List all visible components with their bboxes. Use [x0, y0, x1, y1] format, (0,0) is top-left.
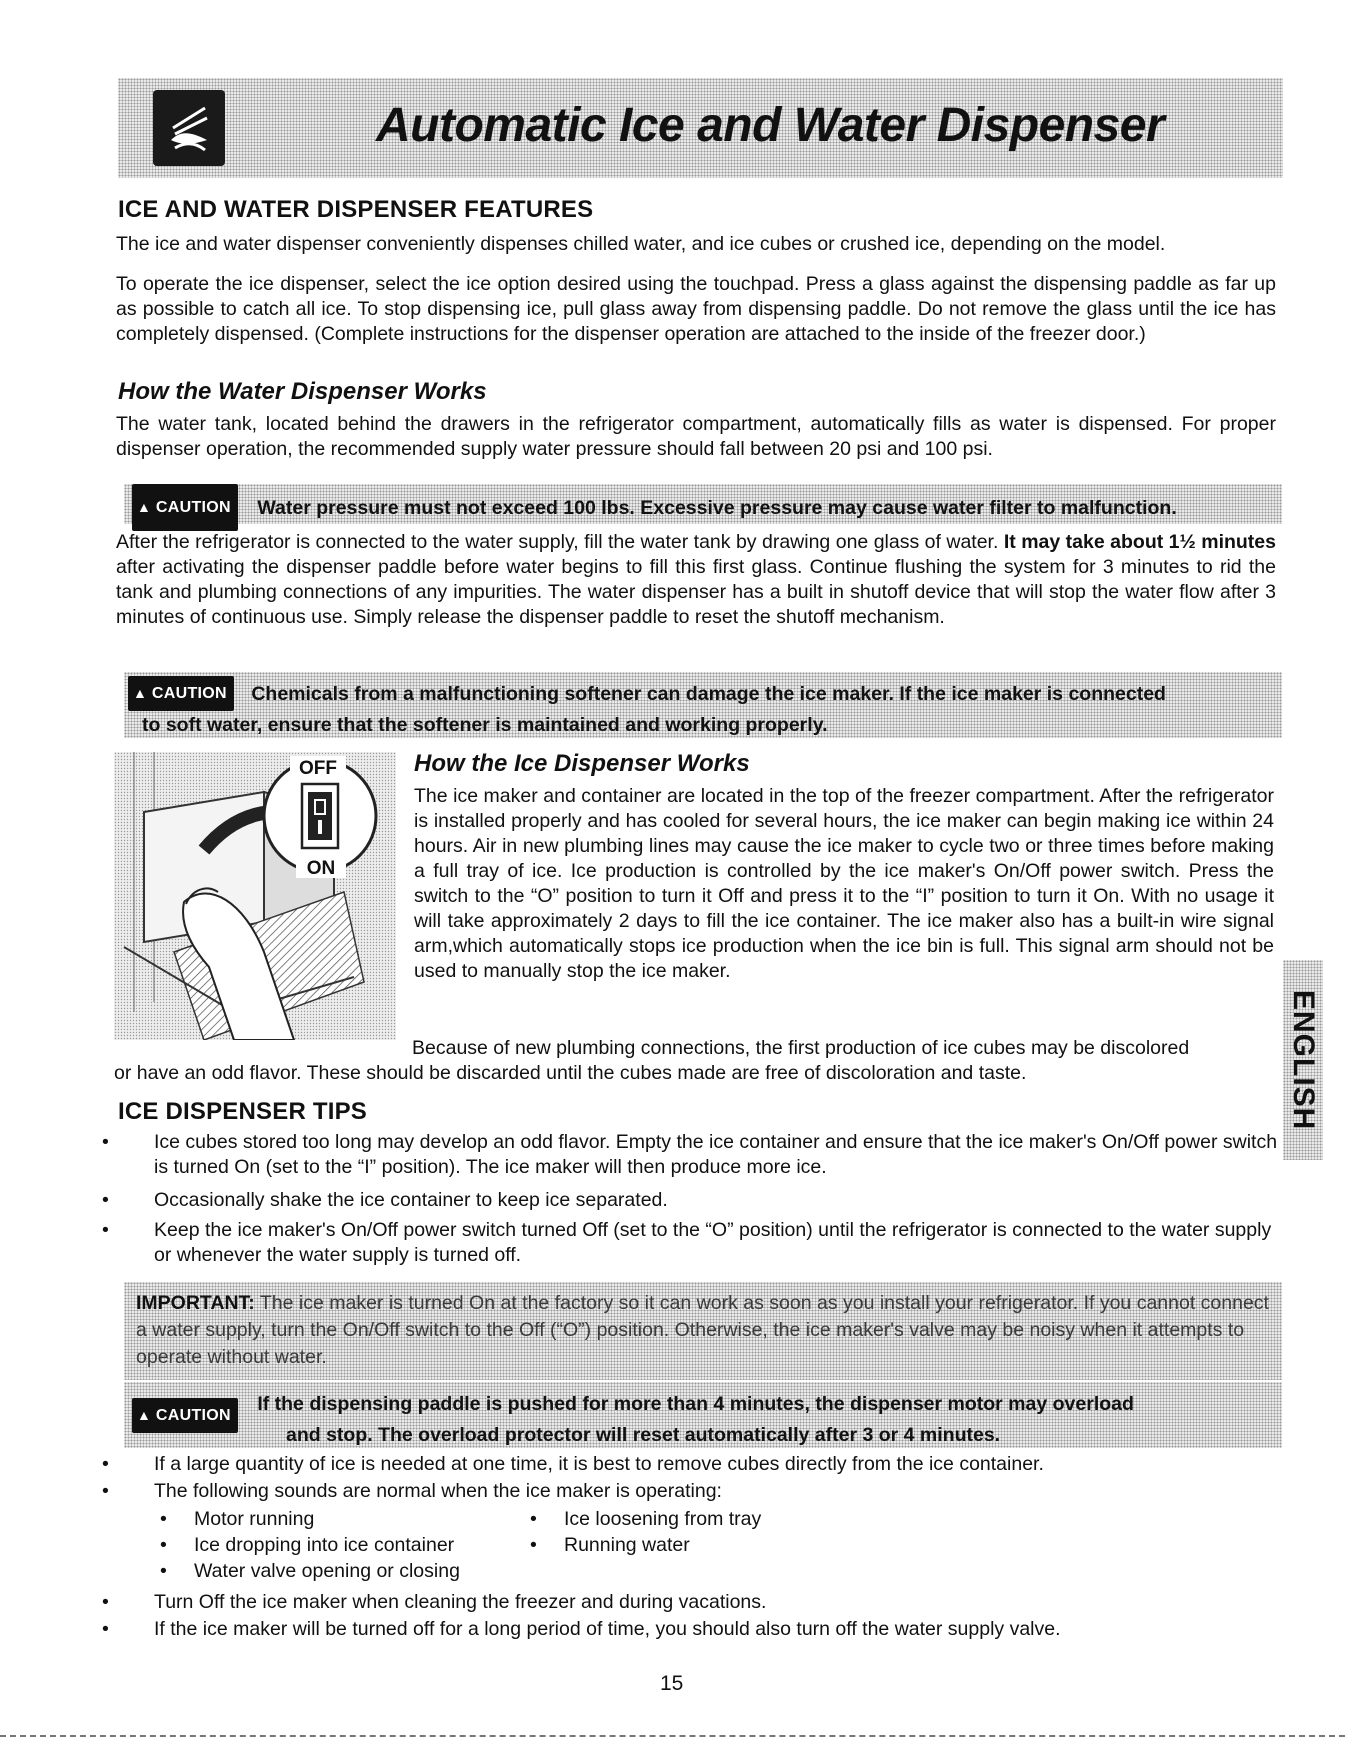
- list-item: [102, 1130, 1280, 1180]
- list-item: [102, 1617, 1280, 1642]
- subheading-water-dispenser: How the Water Dispenser Works: [118, 378, 487, 405]
- ice-paragraph-2-line-2: or have an odd flavor. These should be discarded until the cubes made are free of discoloration and taste.: [114, 1062, 1027, 1084]
- page-bottom-rule: [0, 1735, 1345, 1737]
- water-paragraph-2-a: After the refrigerator is connected to the water supply, fill the water tank by drawing one glass of water.: [116, 531, 999, 553]
- bullet: •: [102, 1219, 109, 1241]
- caution-label: CAUTION: [155, 1407, 231, 1424]
- important-text: [124, 1282, 1282, 1371]
- bullet: •: [102, 1591, 109, 1613]
- sub-list-item-text: Running water: [564, 1534, 690, 1556]
- bullet: •: [160, 1560, 167, 1582]
- list-item-text: If the ice maker will be turned off for a long period of time, you should also turn off the water supply valve.: [154, 1618, 1061, 1640]
- sub-list-item: [160, 1533, 454, 1558]
- bullet: •: [160, 1534, 167, 1556]
- list-item-text: The following sounds are normal when the ice maker is operating:: [154, 1480, 722, 1502]
- caution-badge: [132, 484, 238, 531]
- list-item-text: Turn Off the ice maker when cleaning the freezer and during vacations.: [154, 1591, 767, 1613]
- bullet: •: [102, 1189, 109, 1211]
- caution-bar-softener: [124, 672, 1282, 738]
- ice-paragraph-1: The ice maker and container are located in the top of the freezer compartment. After the refrigerator is installed properly and has cooled for several hours, the ice maker can begin making ice within 24 hours. Air in new plumbing lines may cause the ice maker to cycle two or three times before making a full tray of ice. Ice production is controlled by the ice maker's On/Off power switch. Press the switch to the “O” position to turn it Off and press it to the “I” position to turn it On. With no usage it will take approximately 2 days to fill the ice container. The ice maker also has a built-in wire signal arm,which automatically stops ice production when the ice bin is full. This signal arm should not be used to manually stop the ice maker.: [414, 785, 1274, 982]
- language-tab-label: ENGLISH: [1287, 989, 1320, 1131]
- important-label: IMPORTANT:: [136, 1292, 255, 1314]
- bullet: •: [530, 1534, 537, 1556]
- switch-off-label: OFF: [299, 758, 337, 779]
- switch-on-label: ON: [306, 858, 336, 879]
- sub-list-item: [530, 1533, 690, 1558]
- sub-list-item-text: Ice dropping into ice container: [194, 1534, 455, 1556]
- sub-list-item: [160, 1559, 460, 1584]
- bullet: •: [102, 1480, 109, 1502]
- list-item-text: Occasionally shake the ice container to keep ice separated.: [154, 1189, 668, 1211]
- sub-list-item-text: Water valve opening or closing: [194, 1560, 460, 1582]
- ice-water-dispenser-icon: [153, 90, 225, 166]
- bullet: •: [530, 1508, 537, 1530]
- list-item-text: Keep the ice maker's On/Off power switch turned Off (set to the “O” position) until the refrigerator is connected to the water supply or whenever the water supply is turned off.: [154, 1219, 1272, 1266]
- caution-text-line-1: If the dispensing paddle is pushed for more than 4 minutes, the dispenser motor may overload: [257, 1392, 1134, 1415]
- bullet: •: [102, 1453, 109, 1475]
- important-body: The ice maker is turned On at the factory so it can work as soon as you install your refrigerator. If you cannot connect a water supply, turn the On/Off switch to the Off (“O”) position. Otherwise, the ice maker's valve may be noisy when it attempts to operate without water.: [136, 1292, 1269, 1368]
- list-item: [102, 1452, 1280, 1477]
- list-item-text: Ice cubes stored too long may develop an odd flavor. Empty the ice container and ensure that the ice maker's On/Off power switch is turned On (set to the “I” position). The ice maker will then produce more ice.: [154, 1131, 1278, 1178]
- caution-label: CAUTION: [155, 499, 231, 516]
- warning-triangle-icon: ▲: [137, 1407, 152, 1423]
- features-paragraph-2: To operate the ice dispenser, select the ice option desired using the touchpad. Press a glass against the dispensing paddle as far up as possible to catch all ice. To stop dispensing ice, pull glass away from dispensing paddle. Do not remove the glass until the ice has completely dispensed. (Complete instructions for the dispenser operation are attached to the inside of the freezer door.): [116, 273, 1276, 345]
- features-paragraph-1: The ice and water dispenser conveniently dispenses chilled water, and ice cubes or crushed ice, depending on the model.: [116, 233, 1166, 255]
- water-paragraph-2-b: after activating the dispenser paddle before water begins to fill this first glass. Continue flushing the system for 3 minutes to rid the tank and plumbing connections of any impurities. The water dispenser has a built in shutoff device that will stop the water flow after 3 minutes of continuous use. Simply release the dispenser paddle to reset the shutoff mechanism.: [116, 556, 1276, 628]
- sub-list-item-text: Ice loosening from tray: [564, 1508, 762, 1530]
- caution-bar-water-pressure: [124, 484, 1282, 524]
- important-notice: [124, 1282, 1282, 1380]
- sub-list-item: [160, 1507, 314, 1532]
- water-paragraph-2-bold: It may take about 1½ minutes: [1003, 531, 1276, 553]
- list-item-text: If a large quantity of ice is needed at one time, it is best to remove cubes directly from the ice container.: [154, 1453, 1044, 1475]
- header-banner: [118, 78, 1283, 178]
- caution-text-line-2: to soft water, ensure that the softener is maintained and working properly.: [142, 714, 828, 736]
- section-heading-features: ICE AND WATER DISPENSER FEATURES: [118, 196, 594, 223]
- list-item: [102, 1479, 1280, 1504]
- caution-text-line-2: and stop. The overload protector will reset automatically after 3 or 4 minutes.: [286, 1424, 1001, 1446]
- subheading-ice-dispenser: How the Ice Dispenser Works: [414, 750, 750, 777]
- warning-triangle-icon: ▲: [133, 685, 148, 701]
- list-item: [102, 1590, 1280, 1615]
- bullet: •: [102, 1131, 109, 1153]
- page-title: Automatic Ice and Water Dispenser: [376, 99, 1165, 152]
- caution-text: Water pressure must not exceed 100 lbs. Excessive pressure may cause water filter to malfunction.: [257, 496, 1177, 519]
- caution-badge: [132, 1398, 238, 1433]
- page-number: 15: [660, 1672, 684, 1695]
- caution-text-line-1: Chemicals from a malfunctioning softener can damage the ice maker. If the ice maker is connected: [251, 682, 1166, 705]
- language-tab: [1283, 960, 1323, 1160]
- sub-list-item-text: Motor running: [194, 1508, 315, 1530]
- caution-bar-overload: [124, 1382, 1282, 1448]
- ice-paragraph-2-line-1: Because of new plumbing connections, the first production of ice cubes may be discolored: [412, 1037, 1190, 1059]
- bullet: •: [160, 1508, 167, 1530]
- ice-maker-illustration: [114, 752, 396, 1040]
- warning-triangle-icon: ▲: [137, 499, 152, 515]
- list-item: [102, 1188, 1280, 1213]
- bullet: •: [102, 1618, 109, 1640]
- water-paragraph-2: [116, 530, 1276, 630]
- list-item: [102, 1218, 1280, 1268]
- section-heading-tips: ICE DISPENSER TIPS: [118, 1098, 367, 1125]
- caution-badge: [128, 676, 234, 711]
- sub-list-item: [530, 1507, 761, 1532]
- water-paragraph-1: The water tank, located behind the drawers in the refrigerator compartment, automatically fills as water is dispensed. For proper dispenser operation, the recommended supply water pressure should fall between 20 psi and 100 psi.: [116, 413, 1276, 460]
- caution-label: CAUTION: [151, 685, 227, 702]
